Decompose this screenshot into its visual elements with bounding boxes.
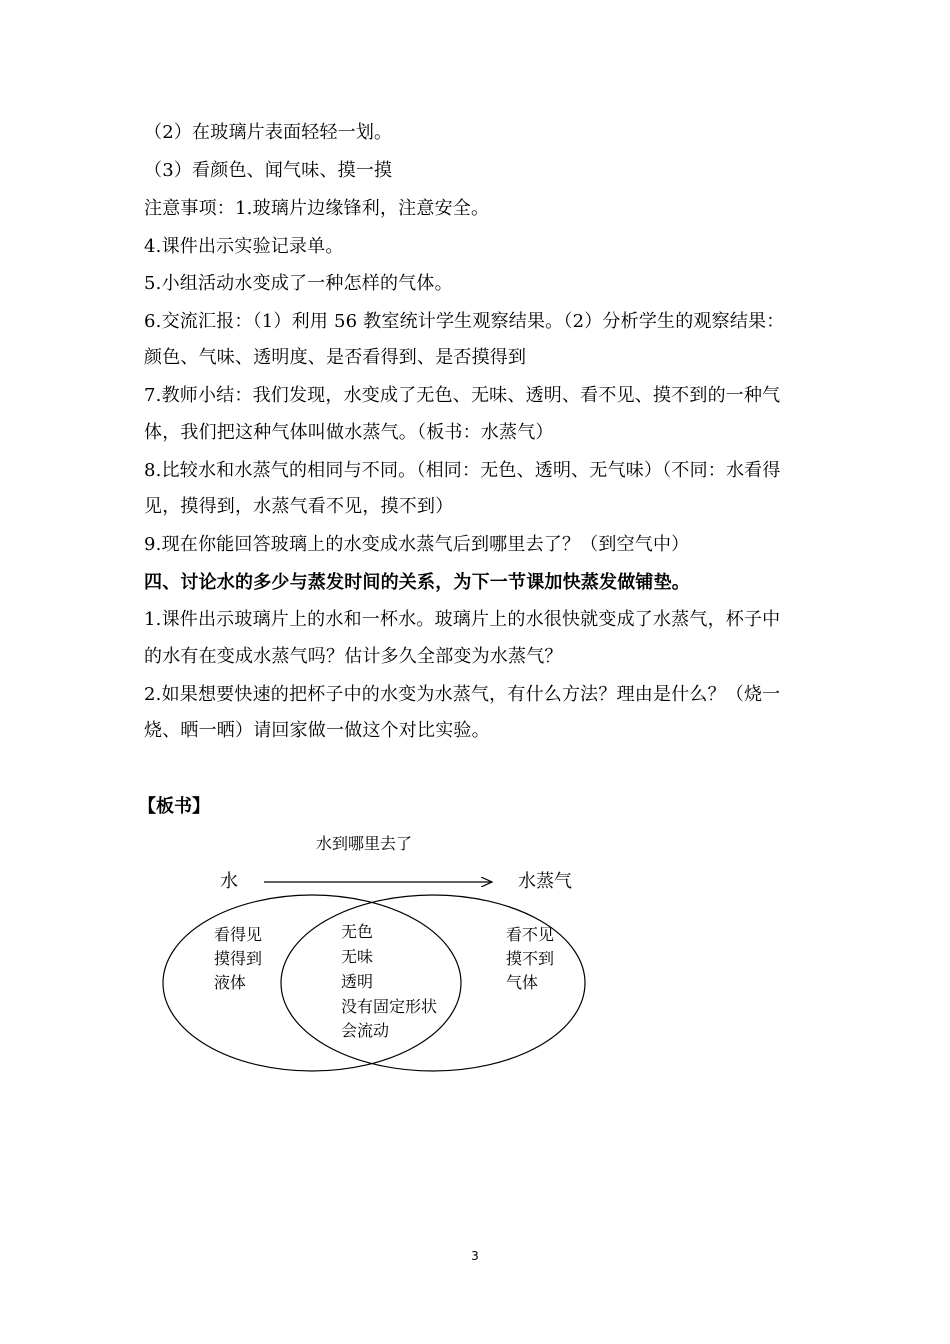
left-item-2: 摸得到 xyxy=(214,949,263,968)
left-item-3: 液体 xyxy=(214,973,247,992)
right-item-2: 摸不到 xyxy=(506,949,555,968)
arrow-label: 水到哪里去了 xyxy=(316,834,413,853)
text-line-11: 见，摸得到，水蒸气看不见，摸不到） xyxy=(144,496,454,517)
common-item-5: 会流动 xyxy=(341,1021,390,1040)
text-line-16: 2.如果想要快速的把杯子中的水变为水蒸气，有什么方法？理由是什么？（烧一 xyxy=(144,684,781,705)
common-item-3: 透明 xyxy=(341,972,374,991)
text-line-4: 4.课件出示实验记录单。 xyxy=(144,236,344,257)
text-line-9: 体，我们把这种气体叫做水蒸气。（板书：水蒸气） xyxy=(144,422,554,443)
board-title: 【板书】 xyxy=(138,796,210,817)
water-label: 水 xyxy=(220,871,238,892)
page-number: 3 xyxy=(471,1249,479,1263)
text-line-14: 1.课件出示玻璃片上的水和一杯水。玻璃片上的水很快就变成了水蒸气，杯子中 xyxy=(144,609,781,630)
right-item-3: 气体 xyxy=(506,973,539,992)
common-item-4: 没有固定形状 xyxy=(341,997,438,1016)
common-item-2: 无味 xyxy=(341,947,374,966)
common-item-1: 无色 xyxy=(341,922,374,941)
water-circle xyxy=(163,895,461,1071)
text-line-10: 8.比较水和水蒸气的相同与不同。（相同：无色、透明、无气味）（不同：水看得 xyxy=(144,460,781,481)
text-line-2: （3）看颜色、闻气味、摸一摸 xyxy=(144,160,393,181)
left-item-1: 看得见 xyxy=(214,925,263,944)
water-vapor-label: 水蒸气 xyxy=(518,871,572,892)
text-line-6: 6.交流汇报：（1）利用 56 教室统计学生观察结果。（2）分析学生的观察结果： xyxy=(144,311,785,332)
water-vapor-circle xyxy=(281,895,585,1071)
text-line-1: （2）在玻璃片表面轻轻一划。 xyxy=(144,122,393,143)
text-line-17: 烧、晒一晒）请回家做一做这个对比实验。 xyxy=(144,720,490,741)
section-heading: 四、讨论水的多少与蒸发时间的关系，为下一节课加快蒸发做铺垫。 xyxy=(144,572,690,593)
text-line-12: 9.现在你能回答玻璃上的水变成水蒸气后到哪里去了？（到空气中） xyxy=(144,534,690,555)
text-line-5: 5.小组活动水变成了一种怎样的气体。 xyxy=(144,273,453,294)
right-item-1: 看不见 xyxy=(506,925,555,944)
text-line-7: 颜色、气味、透明度、是否看得到、是否摸得到 xyxy=(144,347,527,368)
text-line-8: 7.教师小结：我们发现，水变成了无色、无味、透明、看不见、摸不到的一种气 xyxy=(144,385,781,406)
text-line-3: 注意事项：1.玻璃片边缘锋利，注意安全。 xyxy=(144,198,490,219)
text-line-15: 的水有在变成水蒸气吗？估计多久全部变为水蒸气？ xyxy=(144,646,563,667)
